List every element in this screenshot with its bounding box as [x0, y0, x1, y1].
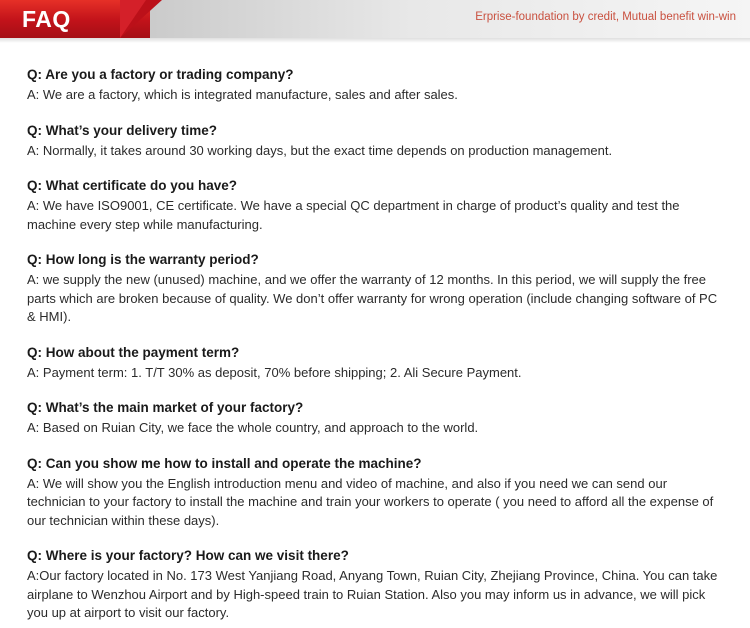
- faq-question: Q: Can you show me how to install and operate the machine?: [27, 455, 422, 471]
- faq-answer: A: We will show you the English introduction menu and video of machine, and also if you need we can send our technician to your factory to install the machine and train your workers to operate ( you need to afford all the expense of our technician within these days).: [27, 475, 714, 528]
- faq-answer: A: Based on Ruian City, we face the whole country, and approach to the world.: [27, 420, 479, 435]
- faq-answer: A: Normally, it takes around 30 working days, but the exact time depends on production management.: [27, 142, 613, 158]
- faq-answer: A: we supply the new (unused) machine, and we offer the warranty of 12 months. In this period, we will supply the free parts which are broken because of quality. We don’t offer warranty for wrong operation (include changing software of PC & HMI).: [27, 272, 718, 324]
- faq-answer: A: We have ISO9001, CE certificate. We have a special QC department in charge of product’s quality and test the machine every step while manufacturing.: [27, 198, 680, 232]
- faq-question: Q: How about the payment term?: [27, 344, 240, 360]
- faq-question: Q: What’s your delivery time?: [27, 122, 218, 138]
- faq-question: Q: Are you a factory or trading company?: [27, 67, 294, 82]
- faq-list: [0, 44, 750, 623]
- faq-item: [27, 455, 724, 531]
- faq-answer: A: Payment term: 1. T/T 30% as deposit, 70% before shipping; 2. Ali Secure Payment.: [27, 364, 522, 380]
- faq-item: [27, 547, 724, 623]
- header-red-tail-light: [120, 0, 146, 38]
- faq-item: [27, 399, 724, 438]
- faq-item: [27, 344, 724, 383]
- faq-question: Q: What’s the main market of your factory?: [27, 400, 304, 415]
- faq-question: Q: What certificate do you have?: [27, 178, 238, 193]
- page-title: FAQ: [22, 6, 71, 32]
- faq-item: [27, 122, 724, 161]
- faq-answer: A:Our factory located in No. 173 West Yanjiang Road, Anyang Town, Ruian City, Zhejiang Province, China. You can take airplane to Wenzhou Airport and by High-speed train to Ruian Station. Also you may inform us in advance, we will pick you up at airport to visit our factory.: [27, 568, 718, 620]
- page-header: [0, 0, 750, 44]
- faq-item: [27, 66, 724, 105]
- faq-item: [27, 251, 724, 327]
- faq-question: Q: How long is the warranty period?: [27, 252, 259, 267]
- header-slogan: Erprise-foundation by credit, Mutual benefit win-win: [475, 11, 736, 23]
- faq-answer: A: We are a factory, which is integrated manufacture, sales and after sales.: [27, 87, 458, 102]
- faq-item: [27, 177, 724, 234]
- header-shadow: [0, 38, 750, 43]
- faq-question: Q: Where is your factory? How can we visit there?: [27, 548, 349, 563]
